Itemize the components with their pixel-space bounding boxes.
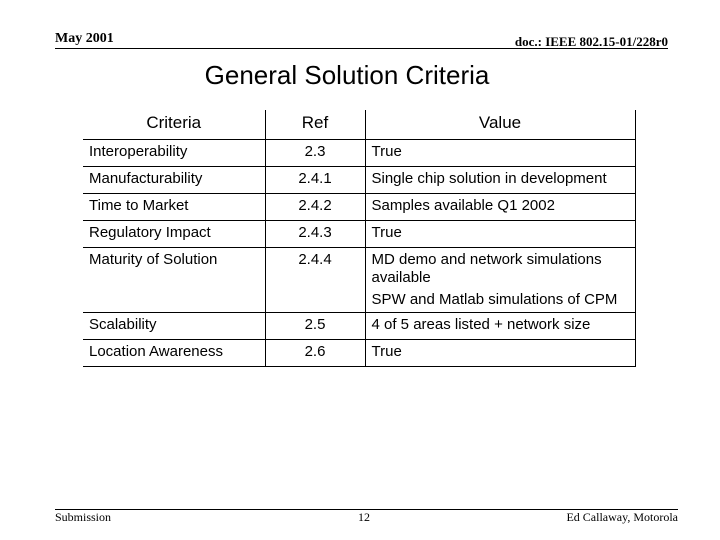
header-doc-id: doc.: IEEE 802.15-01/228r0 — [514, 34, 668, 49]
table-row — [83, 248, 635, 313]
ref-cell: 2.5 — [265, 313, 365, 340]
table-row — [83, 194, 635, 221]
value-text: 4 of 5 areas listed + network size — [371, 316, 591, 333]
column-header-ref: Ref — [265, 110, 365, 140]
header-date: May 2001 — [55, 31, 114, 46]
criteria-cell: Location Awareness — [83, 340, 265, 367]
value-cell — [365, 340, 635, 367]
value-text: Samples available Q1 2002 — [371, 197, 555, 214]
value-text: Single chip solution in development — [371, 170, 607, 187]
ref-cell: 2.3 — [265, 140, 365, 167]
value-cell — [365, 248, 635, 313]
value-text: True — [371, 343, 402, 360]
ref-cell: 2.4.1 — [265, 167, 365, 194]
ref-cell: 2.4.4 — [265, 248, 365, 313]
value-cell — [365, 140, 635, 167]
value-cell — [365, 194, 635, 221]
footer-author: Ed Callaway, Motorola — [566, 510, 678, 524]
criteria-cell: Manufacturability — [83, 167, 265, 194]
table-row — [83, 140, 635, 167]
header-rule — [55, 48, 668, 49]
table-row — [83, 340, 635, 367]
criteria-cell: Time to Market — [83, 194, 265, 221]
footer-submission: Submission — [55, 510, 112, 524]
criteria-table — [83, 110, 636, 367]
criteria-cell: Interoperability — [83, 140, 265, 167]
table-row — [83, 221, 635, 248]
table-row — [83, 167, 635, 194]
table-row — [83, 313, 635, 340]
slide-title: General Solution Criteria — [204, 60, 490, 90]
criteria-cell: Maturity of Solution — [83, 248, 265, 313]
column-header-value: Value — [365, 110, 635, 140]
value-text: True — [371, 224, 402, 241]
column-header-criteria: Criteria — [83, 110, 265, 140]
criteria-cell: Regulatory Impact — [83, 221, 265, 248]
ref-cell: 2.4.2 — [265, 194, 365, 221]
value-text: SPW and Matlab simulations of CPM — [371, 291, 618, 308]
value-cell — [365, 167, 635, 194]
value-cell — [365, 221, 635, 248]
criteria-cell: Scalability — [83, 313, 265, 340]
value-text: True — [371, 143, 402, 160]
footer-page-number: 12 — [358, 510, 370, 524]
table-header-row — [83, 110, 635, 140]
value-cell — [365, 313, 635, 340]
ref-cell: 2.6 — [265, 340, 365, 367]
ref-cell: 2.4.3 — [265, 221, 365, 248]
value-text: MD demo and network simulations available — [371, 251, 602, 286]
